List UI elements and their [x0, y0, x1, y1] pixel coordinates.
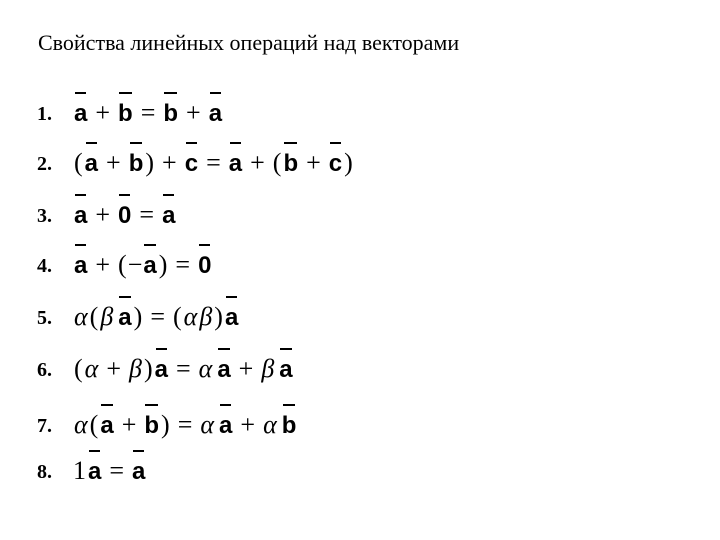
- property-formula: 1 a = a: [73, 456, 146, 485]
- property-formula: ( a + b ) + c = a + ( b + c ): [74, 148, 353, 177]
- property-formula: a + 0 = a: [74, 200, 176, 229]
- property-number: 3.: [37, 205, 52, 227]
- property-formula: α ( β a ) = ( α β ) a: [74, 302, 239, 331]
- property-2: [37, 138, 354, 178]
- property-formula: a + b = b + a: [74, 98, 223, 127]
- property-7: [37, 400, 297, 440]
- property-formula: a + ( − a ) = 0: [74, 250, 212, 279]
- property-number: 8.: [37, 461, 52, 483]
- property-number: 2.: [37, 153, 52, 175]
- property-number: 4.: [37, 255, 52, 277]
- page-title: Свойства линейных операций над векторами: [38, 30, 460, 55]
- property-4: [37, 240, 212, 280]
- property-6: [37, 344, 294, 384]
- property-3: [37, 190, 176, 230]
- property-formula: ( α + β ) a = α a + β a: [74, 354, 293, 383]
- property-number: 6.: [37, 359, 52, 381]
- property-formula: α ( a + b ) = α a + α b: [74, 410, 297, 439]
- property-number: 7.: [37, 415, 52, 437]
- property-8: [37, 446, 146, 486]
- property-1: [37, 88, 223, 128]
- property-number: 1.: [37, 103, 52, 125]
- property-number: 5.: [37, 307, 52, 329]
- property-5: [37, 292, 239, 332]
